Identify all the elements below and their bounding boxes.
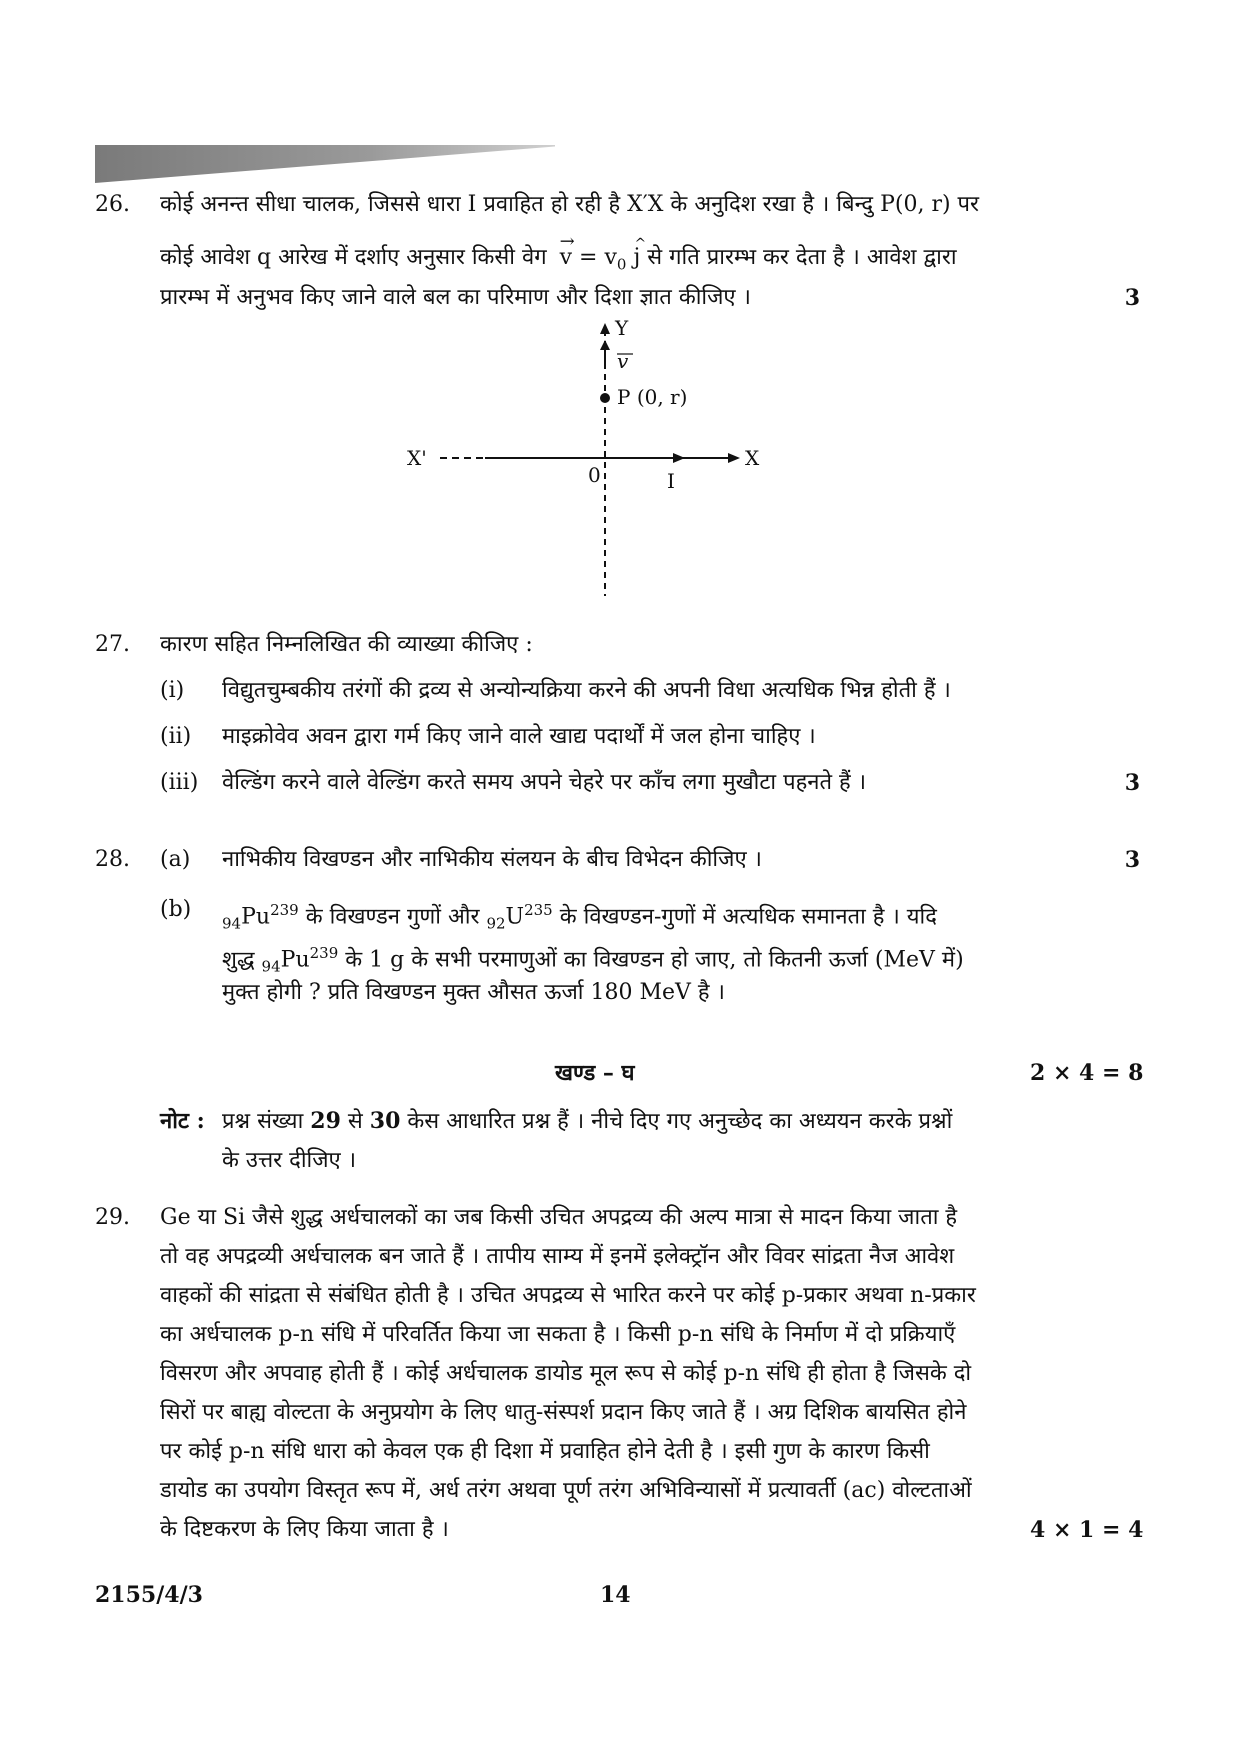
x-axis-arrowhead <box>728 453 740 463</box>
paper-code: 2155/4/3 <box>95 1582 203 1608</box>
header-decorative-bar <box>95 145 555 183</box>
q29-marks: 4 × 1 = 4 <box>1030 1517 1144 1543</box>
q27-item-ii-label: (ii) <box>160 724 192 749</box>
origin-label: 0 <box>588 463 601 487</box>
unit-vector-j-symbol: ^ j <box>633 236 647 270</box>
velocity-vector-symbol: → v <box>559 231 575 270</box>
q27-item-i-text: विद्युतचुम्बकीय तरंगों की द्रव्य से अन्योन्यक्रिया करने की अपनी विधा अत्यधिक भिन्न होती हैं । <box>222 678 951 703</box>
q28-b-line-3: मुक्त होगी ? प्रति विखण्डन मुक्त औसत ऊर्जा 180 MeV है । <box>222 980 725 1005</box>
q27-item-iii-text: वेल्डिंग करने वाले वेल्डिंग करते समय अपने चेहरे पर काँच लगा मुखौटा पहनते हैं । <box>222 770 867 795</box>
q27-item-ii-text: माइक्रोवेव अवन द्वारा गर्म किए जाने वाले खाद्य पदार्थों में जल होना चाहिए । <box>222 724 816 749</box>
x-axis-label: X <box>745 446 760 470</box>
y-axis-label: Y <box>615 318 629 340</box>
q28-b-line-2: शुद्ध $_{94}Pu^{239}$ के 1 g के सभी परमाणुओं का विखण्डन हो जाए, तो कितनी ऊर्जा (MeV में) <box>222 944 964 976</box>
q28-a-text: नाभिकीय विखण्डन और नाभिकीय संलयन के बीच विभेदन कीजिए । <box>222 847 762 872</box>
q26-diagram <box>395 318 795 598</box>
q26-line-2-start: कोई आवेश q आरेख में दर्शाए अनुसार किसी वेग <box>160 245 547 270</box>
q29-line: वाहकों की सांद्रता से संबंधित होती है । उचित अपद्रव्य से भारित करने पर कोई p-प्रकार अथवा n-प्रकार <box>160 1283 976 1308</box>
q28-b-line-1: $_{94}Pu^{239}$ के विखण्डन गुणों और $_{92}U^{235}$ के विखण्डन-गुणों में अत्यधिक समानता है । यदि <box>222 901 937 933</box>
section-marks: 2 × 4 = 8 <box>1030 1060 1144 1086</box>
q26-text-line-1: कोई अनन्त सीधा चालक, जिससे धारा I प्रवाहित हो रही है X′X के अनुदिश रखा है । बिन्दु P(0, r) पर <box>160 192 980 217</box>
q29-line: तो वह अपद्रव्यी अर्धचालक बन जाते हैं । तापीय साम्य में इनमें इलेक्ट्रॉन और विवर सांद्रता नैज आवेश <box>160 1244 955 1269</box>
q26-marks: 3 <box>1124 285 1140 311</box>
q27-marks: 3 <box>1124 770 1140 796</box>
q28-marks: 3 <box>1124 847 1140 873</box>
q28-a-label: (a) <box>160 847 191 872</box>
q27-item-iii-label: (iii) <box>160 770 199 795</box>
q29-line: डायोड का उपयोग विस्तृत रूप में, अर्ध तरंग अथवा पूर्ण तरंग अभिविन्यासों में प्रत्यावर्ती (ac) वोल्टताओं <box>160 1478 972 1503</box>
question-number-26: 26. <box>95 192 130 217</box>
q29-line: विसरण और अपवाह होती हैं । कोई अर्धचालक डायोड मूल रूप से कोई p-n संधि ही होता है जिसके दो <box>160 1361 972 1386</box>
note-line-1: प्रश्न संख्या 29 से 30 केस आधारित प्रश्न हैं । नीचे दिए गए अनुच्छेद का अध्ययन करके प्रश्नों <box>222 1108 953 1134</box>
y-axis-arrowhead <box>600 323 610 334</box>
q29-line: सिरों पर बाह्य वोल्टता के अनुप्रयोग के लिए धातु-संस्पर्श प्रदान किए जाते हैं । अग्र दिशिक बायसित होने <box>160 1400 967 1425</box>
q27-item-i-label: (i) <box>160 678 185 703</box>
q29-line: पर कोई p-n संधि धारा को केवल एक ही दिशा में प्रवाहित होने देती है । इसी गुण के कारण किसी <box>160 1439 930 1464</box>
question-number-27: 27. <box>95 632 130 657</box>
q28-b-label: (b) <box>160 897 192 922</box>
current-arrowhead <box>673 453 685 463</box>
velocity-arrow-head <box>600 340 610 350</box>
point-p-label: P (0, r) <box>617 385 688 409</box>
velocity-label: v <box>617 349 629 373</box>
page-number: 14 <box>600 1582 631 1608</box>
question-number-28: 28. <box>95 847 130 872</box>
q29-line: का अर्धचालक p-n संधि में परिवर्तित किया जा सकता है । किसी p-n संधि के निर्माण में दो प्रक्रियाएँ <box>160 1322 956 1347</box>
question-number-29: 29. <box>95 1205 130 1230</box>
q27-intro: कारण सहित निम्नलिखित की व्याख्या कीजिए : <box>160 632 533 657</box>
q29-line: Ge या Si जैसे शुद्ध अर्धचालकों का जब किसी उचित अपद्रव्य की अल्प मात्रा से मादन किया जाता है <box>160 1205 958 1230</box>
q26-text-line-2: कोई आवेश q आरेख में दर्शाए अनुसार किसी वेग → $v = v_0$ ^ j से गति प्रारम्भ कर देता है । आवेश द्वारा <box>160 231 957 274</box>
current-label: I <box>667 469 675 493</box>
note-label: नोट : <box>160 1108 205 1134</box>
x-negative-label: X' <box>407 446 427 470</box>
q26-line-2-end: से गति प्रारम्भ कर देता है । आवेश द्वारा <box>647 245 957 270</box>
point-p <box>600 393 610 403</box>
note-line-2: के उत्तर दीजिए । <box>222 1148 357 1173</box>
section-title: खण्ड – घ <box>555 1060 635 1086</box>
q26-text-line-3: प्रारम्भ में अनुभव किए जाने वाले बल का परिमाण और दिशा ज्ञात कीजिए । <box>160 285 751 310</box>
q26-line-2-velocity: = v <box>579 245 617 270</box>
q29-line: के दिष्टकरण के लिए किया जाता है । <box>160 1517 449 1542</box>
